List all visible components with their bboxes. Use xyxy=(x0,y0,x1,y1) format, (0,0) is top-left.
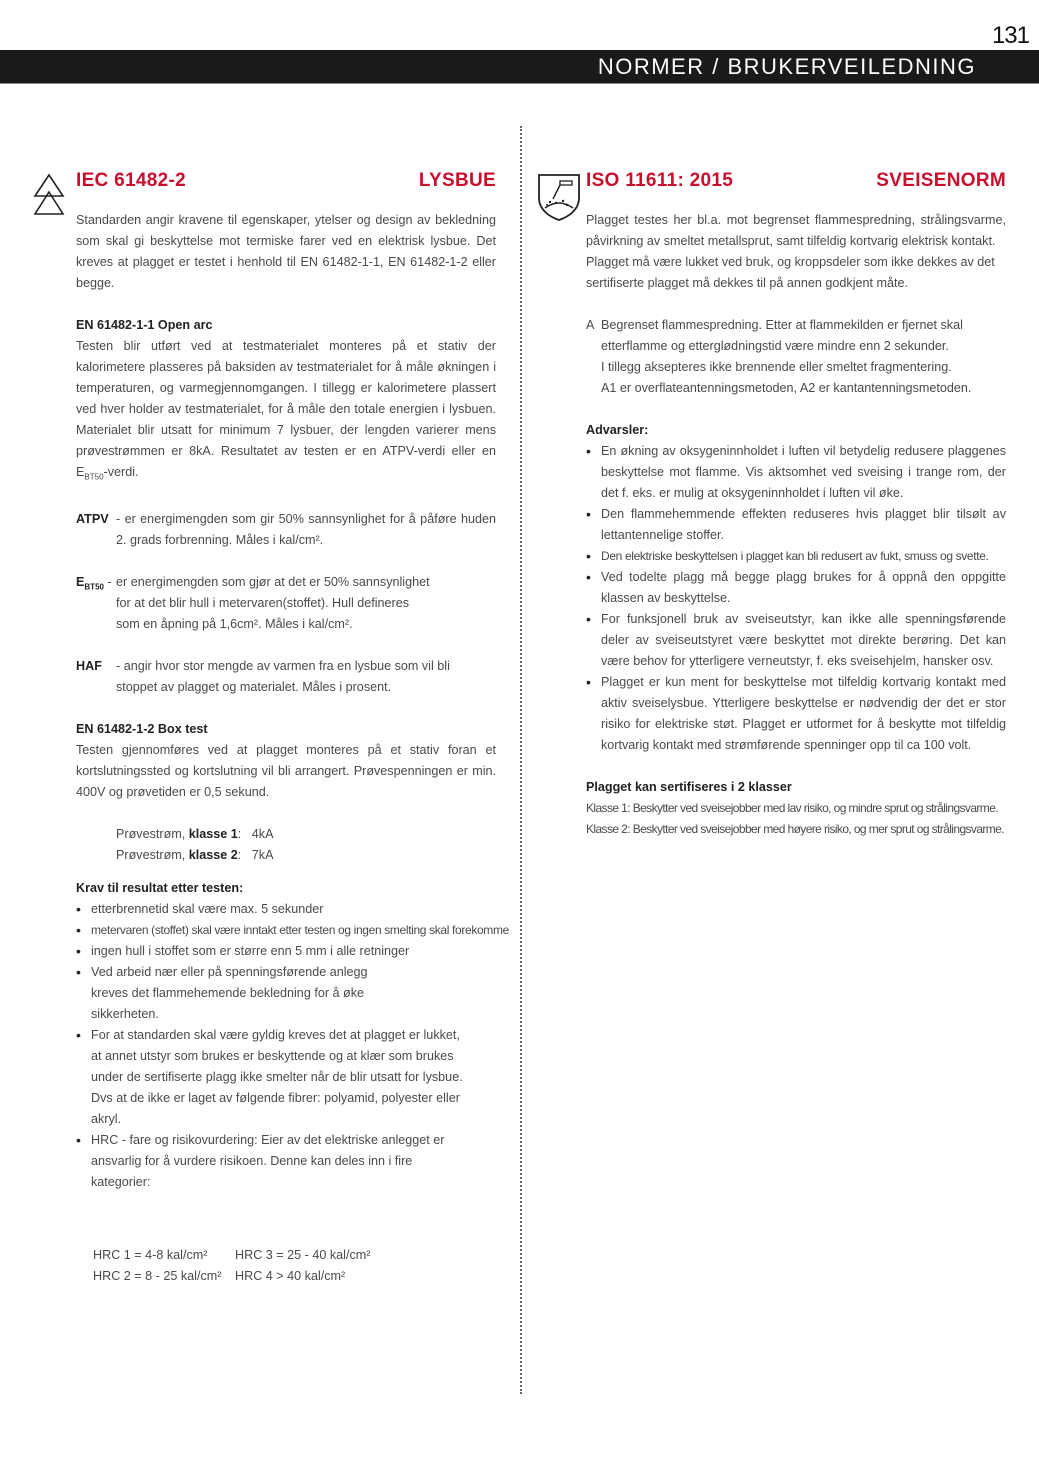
intro-text-2: Plagget må være lukket ved bruk, og kroppsdeler som ikke dekkes av det sertifiserte plagget må dekkes til på annen godkjent måte. xyxy=(586,255,995,290)
list-item: • etterbrennetid skal være max. 5 sekunder xyxy=(76,899,496,920)
list-item: • Den flammehemmende effekten reduseres hvis plagget blir tilsølt av lettantennelige stoffer. xyxy=(586,504,1006,546)
column-divider xyxy=(520,126,522,1394)
flame-spread-item: A Begrenset flammespredning. Etter at flammekilden er fjernet skal etterflamme og etterglødningstid være mindre enn 2 sekunder. I tillegg aksepteres ikke brennende eller smeltet fragmentering. A1 er overflateantenningsmetoden, A2 er kantantenningsmetoden. xyxy=(586,318,972,395)
list-item: • Den elektriske beskyttelsen i plagget kan bli redusert av fukt, smuss og svette. xyxy=(586,546,1006,567)
haf-label: HAF xyxy=(76,658,102,673)
arc-flash-icon xyxy=(32,172,66,218)
test-class-1: Prøvestrøm, klasse 1: 4kA xyxy=(116,826,274,841)
ebt50-label: $E_{BT50}$ - xyxy=(76,574,112,592)
warnings-list xyxy=(586,441,1006,756)
left-header xyxy=(76,166,496,198)
ebt50-definition xyxy=(76,572,496,635)
warnings-heading: Advarsler: xyxy=(586,423,649,437)
standard-title: IEC 61482-2 xyxy=(76,170,186,191)
box-test-heading: EN 61482-1-2 Box test xyxy=(76,721,208,736)
list-item: • Plagget er kun ment for beskyttelse mot tilfeldig kortvarig kontakt med aktiv sveiselysbue. Ytterligere beskyttelse er nødvendig der det er stor risiko for elektriske støt. Plagget er utformet for å beskytte mot tilfeldig kortvarig kontakt med strømførende spenninger opp til ca 100 volt. xyxy=(586,672,1006,756)
hrc-cell: HRC 4 > 40 kal/cm² xyxy=(235,1268,346,1283)
atpv-label: ATPV xyxy=(76,511,109,526)
list-item: • En økning av oksygeninnholdet i luften vil betydelig redusere plaggenes beskyttelse mot flamme. Vis aktsomhet ved sveising i trange rom, der det f. eks. er mulig at oksygeninnholdet i luften vil øke. xyxy=(586,441,1006,504)
haf-definition xyxy=(76,656,496,698)
atpv-definition xyxy=(76,509,496,551)
category-title: LYSBUE xyxy=(418,170,496,191)
welding-shield-icon xyxy=(536,172,582,222)
open-arc-text: Testen blir utført ved at testmaterialet monteres på et stativ der kalorimetere plasseres på baksiden av testmaterialet for å måle økningen i temperaturen, og varmegjennomgangen. I tillegg er kalorimetere plassert ved hver holder av testmaterialet, for å måle den totale energien i lysbuen. Materialet blir utsatt for minimum 7 lysbuer, der lengden varierer mens prøvestrømmen er 8kA. Resultatet av testen er en ATPV-verdi eller en $E_{BT50}$-verdi. xyxy=(76,339,496,482)
ebt50-text: er energimengden som gjør at det er 50% sannsynlighet for at det blir hull i metervaren(stoffet). Hull defineres som en åpning på 1,6cm². Måles i kal/cm². xyxy=(116,574,430,631)
requirements-list xyxy=(76,899,509,1193)
list-item: • HRC - fare og risikovurdering: Eier av det elektriske anlegget er ansvarlig for å vurdere risikoen. Denne kan deles inn i fire kategorier: xyxy=(76,1130,496,1193)
category-title: SVEISENORM xyxy=(876,170,1006,191)
hrc-cell: HRC 3 = 25 - 40 kal/cm² xyxy=(235,1247,371,1262)
list-item: • Ved arbeid nær eller på spenningsførende anlegg kreves det flammehemende bekledning for å øke sikkerheten. xyxy=(76,962,496,1025)
class-2-text: Klasse 2: Beskytter ved sveisejobber med høyere risiko, og mer sprut og strålingsvarme. xyxy=(586,822,1004,836)
atpv-text: - er energimengden som gir 50% sannsynlighet for å påføre huden 2. grads forbrenning. Måles i kal/cm². xyxy=(116,511,496,547)
list-item: • For at standarden skal være gyldig kreves det at plagget er lukket, at annet utstyr som brukes er beskyttende og at klær som brukes under de sertifiserte plagg ikke smelter når de blir utsatt for lysbue. Dvs at de ikke er laget av følgende fibrer: polyamid, polyester eller akryl. xyxy=(76,1025,496,1130)
hrc-table xyxy=(76,1245,496,1287)
intro-text: Standarden angir kravene til egenskaper, ytelser og design av bekledning som skal gi beskyttelse mot termiske farer ved en elektrisk lysbue. Det kreves at plagget er testet i henhold til EN 61482-1-1, EN 61482-1-2 eller begge. xyxy=(76,213,496,290)
list-item: • For funksjonell bruk av sveiseutstyr, kan ikke alle spenningsførende deler av sveiseutstyret være beskyttet mot direkte berøring. Det kan være behov for ytterligere verneutstyr, f. eks sveisehjelm, hansker osv. xyxy=(586,609,1006,672)
classes-heading: Plagget kan sertifiseres i 2 klasser xyxy=(586,780,792,794)
list-item: • Ved todelte plagg må begge plagg brukes for å oppnå den oppgitte klassen av beskyttelse. xyxy=(586,567,1006,609)
intro-text-1: Plagget testes her bl.a. mot begrenset flammespredning, strålingsvarme, påvirkning av smeltet metallsprut, samt tilfeldig kortvarig elektrisk kontakt. xyxy=(586,213,1006,248)
haf-text: - angir hvor stor mengde av varmen fra en lysbue som vil bli stoppet av plagget og materialet. Måles i prosent. xyxy=(116,658,450,694)
list-item: • ingen hull i stoffet som er større enn 5 mm i alle retninger xyxy=(76,941,496,962)
page-number: 131 xyxy=(991,22,1029,49)
class-1-text: Klasse 1: Beskytter ved sveisejobber med lav risiko, og mindre sprut og strålingsvarme. xyxy=(586,801,998,815)
test-class-2: Prøvestrøm, klasse 2: 7kA xyxy=(116,847,274,862)
right-header xyxy=(586,166,1006,198)
right-column xyxy=(586,166,1006,840)
requirements-heading: Krav til resultat etter testen: xyxy=(76,880,244,895)
open-arc-heading: EN 61482-1-1 Open arc xyxy=(76,318,213,332)
hrc-cell: HRC 2 = 8 - 25 kal/cm² xyxy=(93,1268,222,1283)
standard-title: ISO 11611: 2015 xyxy=(586,170,734,191)
hrc-cell: HRC 1 = 4-8 kal/cm² xyxy=(93,1247,208,1262)
left-column xyxy=(76,166,509,1287)
section-banner xyxy=(0,50,1039,84)
banner-title: NORMER / BRUKERVEILEDNING xyxy=(597,54,976,79)
list-item: • metervaren (stoffet) skal være inntakt etter testen og ingen smelting skal forekomme xyxy=(76,920,496,941)
box-test-text: Testen gjennomføres ved at plagget monteres på et stativ foran et kortslutningssted og kortslutning vil bli arrangert. Prøvespenningen er min. 400V og prøvetiden er 0,5 sekund. xyxy=(76,742,496,799)
